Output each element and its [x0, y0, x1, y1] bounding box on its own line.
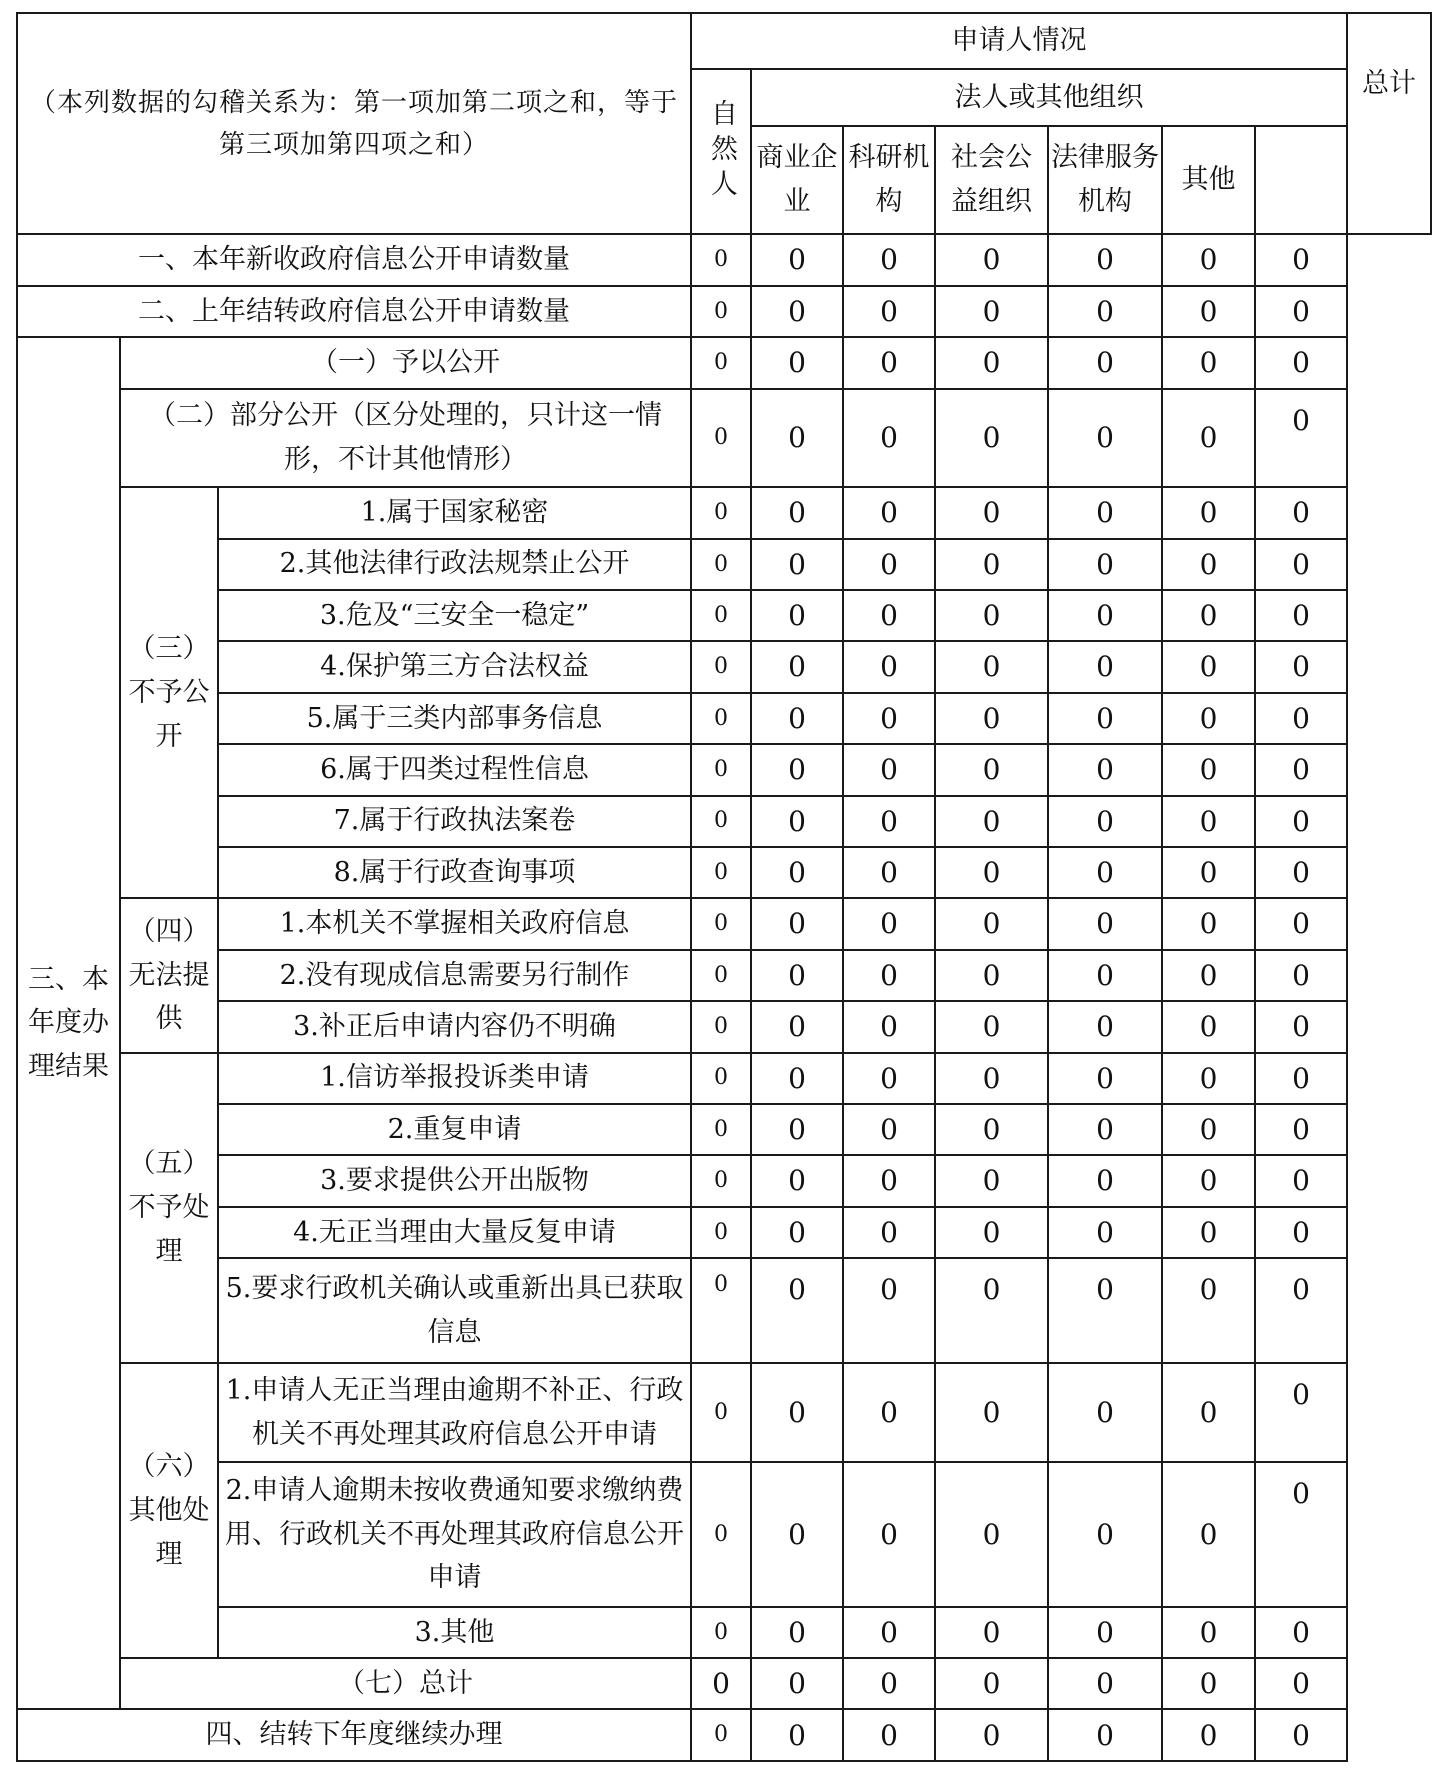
value-cell: 0 [843, 1607, 935, 1658]
value-cell: 0 [691, 641, 751, 692]
value-cell: 0 [751, 1607, 843, 1658]
value-cell: 0 [1162, 950, 1255, 1001]
value-cell: 0 [843, 1207, 935, 1258]
row-label: 四、结转下年度继续办理 [17, 1709, 691, 1761]
value-cell: 0 [843, 1709, 935, 1761]
value-cell: 0 [1255, 487, 1347, 538]
value-cell: 0 [751, 950, 843, 1001]
value-cell: 0 [1255, 590, 1347, 641]
value-cell: 0 [1048, 1607, 1162, 1658]
value-cell: 0 [935, 1658, 1048, 1709]
value-cell: 0 [1255, 1363, 1347, 1462]
group-annual-results: 三、本年度办理结果 [17, 337, 120, 1709]
total-header: 总计 [1347, 13, 1431, 234]
value-cell: 0 [691, 1207, 751, 1258]
value-cell: 0 [691, 693, 751, 744]
value-cell: 0 [751, 590, 843, 641]
value-cell: 0 [1162, 286, 1255, 337]
table-row [17, 286, 1431, 337]
value-cell: 0 [1048, 1363, 1162, 1462]
natural-person-header: 自然人 [691, 69, 751, 234]
value-cell: 0 [1162, 693, 1255, 744]
value-cell: 0 [1255, 1053, 1347, 1104]
value-cell: 0 [935, 1709, 1048, 1761]
value-cell: 0 [691, 796, 751, 847]
row-label: 3.危及“三安全一稳定” [218, 590, 691, 641]
value-cell: 0 [691, 1155, 751, 1206]
row-label: 7.属于行政执法案卷 [218, 796, 691, 847]
value-cell: 0 [1255, 1709, 1347, 1761]
value-cell: 0 [1162, 1104, 1255, 1155]
row-label: 二、上年结转政府信息公开申请数量 [17, 286, 691, 337]
value-cell: 0 [843, 487, 935, 538]
table-row [17, 1607, 1431, 1658]
value-cell: 0 [1162, 1607, 1255, 1658]
row-label: 5.要求行政机关确认或重新出具已获取信息 [218, 1258, 691, 1363]
value-cell: 0 [1048, 234, 1162, 285]
value-cell: 0 [1162, 539, 1255, 590]
value-cell: 0 [1162, 1001, 1255, 1052]
value-cell: 0 [1048, 744, 1162, 795]
value-cell: 0 [1048, 847, 1162, 898]
row-label: 2.申请人逾期未按收费通知要求缴纳费用、行政机关不再处理其政府信息公开申请 [218, 1462, 691, 1607]
value-cell: 0 [935, 1363, 1048, 1462]
header-row-1 [17, 13, 1431, 69]
value-cell: 0 [751, 1258, 843, 1363]
table-row [17, 1104, 1431, 1155]
row-label: 5.属于三类内部事务信息 [218, 693, 691, 744]
value-cell: 0 [1162, 1709, 1255, 1761]
value-cell: 0 [751, 1658, 843, 1709]
table-row [17, 1462, 1431, 1607]
value-cell: 0 [691, 1462, 751, 1607]
value-cell: 0 [935, 1207, 1048, 1258]
value-cell: 0 [751, 539, 843, 590]
other-org-header: 其他 [1162, 126, 1255, 235]
value-cell: 0 [1162, 234, 1255, 285]
research-institution-header: 科研机构 [843, 126, 935, 235]
value-cell: 0 [843, 744, 935, 795]
value-cell: 0 [843, 1658, 935, 1709]
value-cell: 0 [1048, 641, 1162, 692]
value-cell: 0 [843, 898, 935, 949]
table-row [17, 389, 1431, 488]
table-row [17, 950, 1431, 1001]
value-cell: 0 [1255, 389, 1347, 488]
social-welfare-org-header: 社会公益组织 [935, 126, 1048, 235]
value-cell: 0 [935, 590, 1048, 641]
value-cell: 0 [1048, 1104, 1162, 1155]
value-cell: 0 [691, 1709, 751, 1761]
row-label: 1.申请人无正当理由逾期不补正、行政机关不再处理其政府信息公开申请 [218, 1363, 691, 1462]
row-label: 1.信访举报投诉类申请 [218, 1053, 691, 1104]
row-label: （二）部分公开（区分处理的，只计这一情形，不计其他情形） [120, 389, 691, 488]
value-cell: 0 [1048, 1053, 1162, 1104]
row-label: 2.重复申请 [218, 1104, 691, 1155]
value-cell: 0 [751, 389, 843, 488]
value-cell: 0 [1048, 1258, 1162, 1363]
table-row [17, 693, 1431, 744]
value-cell: 0 [1255, 234, 1347, 285]
row-label: 8.属于行政查询事项 [218, 847, 691, 898]
value-cell: 0 [1255, 1104, 1347, 1155]
value-cell: 0 [935, 1155, 1048, 1206]
table-row [17, 487, 1431, 538]
value-cell: 0 [843, 539, 935, 590]
value-cell: 0 [691, 898, 751, 949]
row-label: 2.其他法律行政法规禁止公开 [218, 539, 691, 590]
value-cell: 0 [751, 1462, 843, 1607]
value-cell: 0 [843, 286, 935, 337]
value-cell: 0 [691, 744, 751, 795]
value-cell: 0 [751, 1709, 843, 1761]
value-cell: 0 [1048, 796, 1162, 847]
value-cell: 0 [1048, 1658, 1162, 1709]
row-label: 6.属于四类过程性信息 [218, 744, 691, 795]
value-cell: 0 [935, 1607, 1048, 1658]
table-row [17, 1709, 1431, 1761]
value-cell: 0 [1048, 286, 1162, 337]
value-cell: 0 [751, 1155, 843, 1206]
value-cell: 0 [935, 847, 1048, 898]
value-cell: 0 [1255, 286, 1347, 337]
value-cell: 0 [1162, 796, 1255, 847]
table-row [17, 796, 1431, 847]
value-cell: 0 [1048, 1155, 1162, 1206]
value-cell: 0 [843, 847, 935, 898]
value-cell: 0 [843, 1363, 935, 1462]
value-cell: 0 [935, 1258, 1048, 1363]
row-label: 一、本年新收政府信息公开申请数量 [17, 234, 691, 285]
value-cell: 0 [1162, 590, 1255, 641]
value-cell: 0 [1048, 1207, 1162, 1258]
value-cell: 0 [751, 1104, 843, 1155]
row-label: 3.要求提供公开出版物 [218, 1155, 691, 1206]
value-cell: 0 [843, 1155, 935, 1206]
row-label: 4.保护第三方合法权益 [218, 641, 691, 692]
value-cell: 0 [843, 234, 935, 285]
value-cell: 0 [843, 590, 935, 641]
value-cell: 0 [691, 234, 751, 285]
value-cell: 0 [1255, 1607, 1347, 1658]
value-cell: 0 [691, 286, 751, 337]
value-cell: 0 [935, 744, 1048, 795]
value-cell: 0 [935, 693, 1048, 744]
value-cell: 0 [1255, 1155, 1347, 1206]
value-cell: 0 [935, 898, 1048, 949]
table-row [17, 1155, 1431, 1206]
value-cell: 0 [691, 389, 751, 488]
value-cell: 0 [1162, 1258, 1255, 1363]
value-cell: 0 [1255, 1207, 1347, 1258]
value-cell: 0 [691, 1104, 751, 1155]
value-cell: 0 [1162, 1053, 1255, 1104]
value-cell: 0 [1255, 693, 1347, 744]
table-row [17, 847, 1431, 898]
table-row [17, 234, 1431, 285]
legal-service-org-header: 法律服务机构 [1048, 126, 1162, 235]
value-cell: 0 [935, 950, 1048, 1001]
value-cell: 0 [1255, 1258, 1347, 1363]
cropped-table-title [0, 0, 1444, 10]
value-cell: 0 [1048, 898, 1162, 949]
legal-entity-header: 法人或其他组织 [751, 69, 1347, 125]
value-cell: 0 [751, 693, 843, 744]
value-cell: 0 [751, 1207, 843, 1258]
value-cell: 0 [751, 847, 843, 898]
value-cell: 0 [1048, 337, 1162, 388]
value-cell: 0 [843, 1053, 935, 1104]
table-row [17, 590, 1431, 641]
value-cell: 0 [1255, 796, 1347, 847]
value-cell: 0 [1162, 1363, 1255, 1462]
row-label: 1.属于国家秘密 [218, 487, 691, 538]
value-cell: 0 [843, 337, 935, 388]
value-cell: 0 [691, 1658, 751, 1709]
value-cell: 0 [691, 487, 751, 538]
value-cell: 0 [1255, 1001, 1347, 1052]
value-cell: 0 [1162, 337, 1255, 388]
value-cell: 0 [1048, 487, 1162, 538]
group-not-processed: （五）不予处理 [120, 1053, 218, 1364]
value-cell: 0 [1162, 744, 1255, 795]
value-cell: 0 [751, 337, 843, 388]
relation-note: （本列数据的勾稽关系为：第一项加第二项之和，等于第三项加第四项之和） [17, 13, 691, 234]
value-cell: 0 [1162, 847, 1255, 898]
row-label: （七）总计 [120, 1658, 691, 1709]
value-cell: 0 [935, 389, 1048, 488]
value-cell: 0 [751, 898, 843, 949]
value-cell: 0 [1048, 693, 1162, 744]
value-cell: 0 [1162, 1207, 1255, 1258]
table-row [17, 539, 1431, 590]
value-cell: 0 [1255, 539, 1347, 590]
value-cell: 0 [1255, 847, 1347, 898]
value-cell: 0 [691, 1363, 751, 1462]
value-cell: 0 [751, 641, 843, 692]
value-cell: 0 [751, 1001, 843, 1052]
value-cell: 0 [1255, 641, 1347, 692]
value-cell: 0 [691, 950, 751, 1001]
value-cell: 0 [935, 539, 1048, 590]
table-row [17, 1363, 1431, 1462]
value-cell: 0 [1162, 1155, 1255, 1206]
value-cell: 0 [691, 1053, 751, 1104]
value-cell: 0 [935, 1001, 1048, 1052]
value-cell: 0 [1162, 1462, 1255, 1607]
value-cell: 0 [1048, 950, 1162, 1001]
row-label: 3.其他 [218, 1607, 691, 1658]
value-cell: 0 [751, 1053, 843, 1104]
value-cell: 0 [691, 337, 751, 388]
value-cell: 0 [1255, 337, 1347, 388]
value-cell: 0 [1255, 1658, 1347, 1709]
value-cell: 0 [1048, 1462, 1162, 1607]
value-cell: 0 [843, 1258, 935, 1363]
value-cell: 0 [1162, 898, 1255, 949]
value-cell: 0 [843, 641, 935, 692]
value-cell: 0 [935, 234, 1048, 285]
value-cell: 0 [691, 539, 751, 590]
row-label: 4.无正当理由大量反复申请 [218, 1207, 691, 1258]
value-cell: 0 [843, 796, 935, 847]
row-label: （一）予以公开 [120, 337, 691, 388]
value-cell: 0 [935, 286, 1048, 337]
value-cell: 0 [1255, 744, 1347, 795]
value-cell: 0 [935, 1104, 1048, 1155]
table-row [17, 1258, 1431, 1363]
value-cell: 0 [843, 950, 935, 1001]
value-cell: 0 [935, 1053, 1048, 1104]
value-cell: 0 [691, 1001, 751, 1052]
table-row [17, 898, 1431, 949]
value-cell: 0 [1162, 487, 1255, 538]
value-cell: 0 [691, 590, 751, 641]
group-unable-to-provide: （四）无法提供 [120, 898, 218, 1052]
value-cell: 0 [1255, 950, 1347, 1001]
value-cell: 0 [751, 487, 843, 538]
value-cell: 0 [751, 796, 843, 847]
value-cell: 0 [1048, 389, 1162, 488]
value-cell: 0 [1048, 1709, 1162, 1761]
value-cell: 0 [1255, 898, 1347, 949]
table-row [17, 1053, 1431, 1104]
value-cell: 0 [935, 641, 1048, 692]
value-cell: 0 [1255, 1462, 1347, 1607]
table-row [17, 641, 1431, 692]
value-cell: 0 [843, 1462, 935, 1607]
row-label: 2.没有现成信息需要另行制作 [218, 950, 691, 1001]
value-cell: 0 [751, 1363, 843, 1462]
table-row [17, 1001, 1431, 1052]
value-cell: 0 [751, 286, 843, 337]
value-cell: 0 [751, 744, 843, 795]
value-cell: 0 [1162, 389, 1255, 488]
group-not-disclosed: （三）不予公开 [120, 487, 218, 898]
group-other-processing: （六）其他处理 [120, 1363, 218, 1658]
value-cell: 0 [935, 796, 1048, 847]
value-cell: 0 [935, 487, 1048, 538]
table-row [17, 1658, 1431, 1709]
government-information-disclosure-table [16, 12, 1432, 1762]
value-cell: 0 [1048, 590, 1162, 641]
applicant-status-header: 申请人情况 [691, 13, 1347, 69]
table-row [17, 337, 1431, 388]
business-enterprise-header: 商业企业 [751, 126, 843, 235]
value-cell: 0 [1162, 641, 1255, 692]
table-row [17, 1207, 1431, 1258]
value-cell: 0 [1048, 539, 1162, 590]
value-cell: 0 [691, 1607, 751, 1658]
value-cell: 0 [935, 337, 1048, 388]
row-label: 3.补正后申请内容仍不明确 [218, 1001, 691, 1052]
table-row [17, 744, 1431, 795]
value-cell: 0 [843, 389, 935, 488]
value-cell: 0 [1048, 1001, 1162, 1052]
row-label: 1.本机关不掌握相关政府信息 [218, 898, 691, 949]
value-cell: 0 [691, 847, 751, 898]
value-cell: 0 [751, 234, 843, 285]
value-cell: 0 [935, 1462, 1048, 1607]
value-cell: 0 [843, 1104, 935, 1155]
value-cell: 0 [691, 1258, 751, 1363]
value-cell: 0 [843, 1001, 935, 1052]
value-cell: 0 [1162, 1658, 1255, 1709]
value-cell: 0 [843, 693, 935, 744]
